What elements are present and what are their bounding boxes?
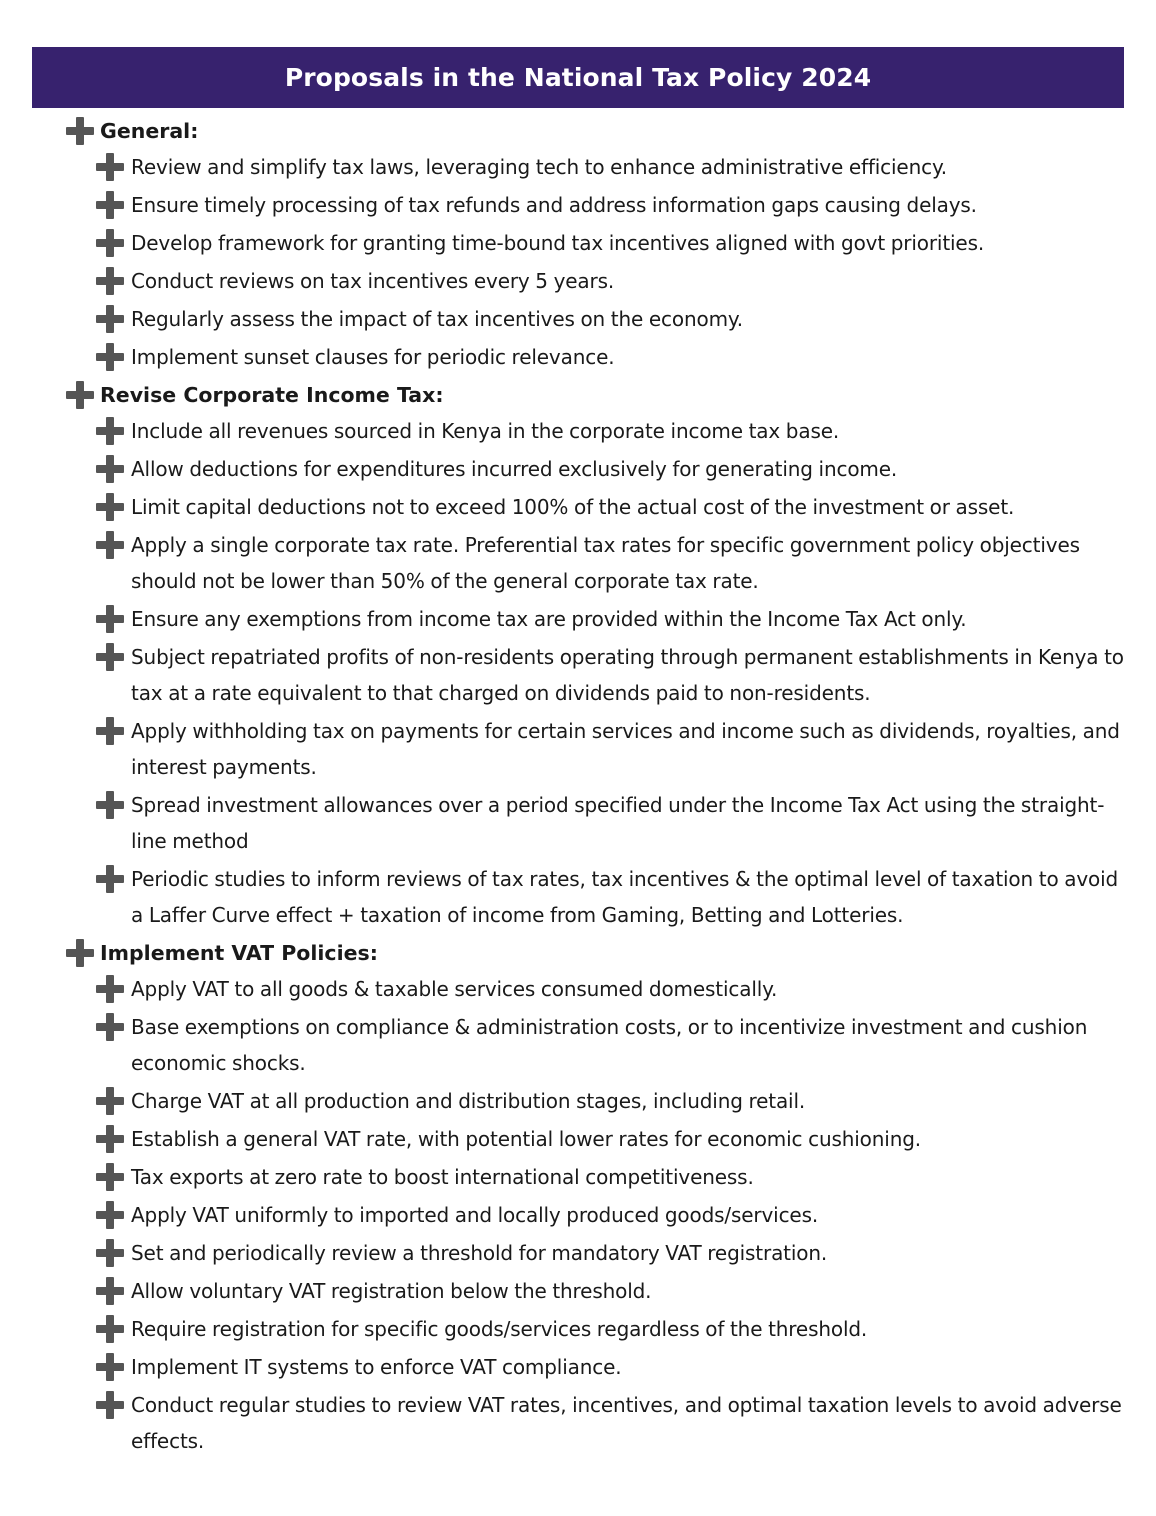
- list-item-text: Require registration for specific goods/services regardless of the threshold.: [131, 1317, 868, 1341]
- list-item-text: Apply VAT to all goods & taxable services consumed domestically.: [131, 977, 778, 1001]
- plus-bullet-icon: [96, 1013, 124, 1041]
- list-item-text: Limit capital deductions not to exceed 100% of the actual cost of the investment or asset.: [131, 495, 1015, 519]
- list-item-text: Charge VAT at all production and distribution stages, including retail.: [131, 1089, 806, 1113]
- proposal-list: [66, 111, 1126, 1459]
- list-item-text: Establish a general VAT rate, with potential lower rates for economic cushioning.: [131, 1127, 921, 1151]
- list-item: [96, 225, 1126, 261]
- list-item: [96, 861, 1126, 933]
- plus-bullet-icon: [96, 791, 124, 819]
- list-item-text: Apply withholding tax on payments for certain services and income such as dividends, royalties, and interest payments.: [131, 719, 1120, 779]
- plus-bullet-icon: [96, 267, 124, 295]
- list-item: [96, 1349, 1126, 1385]
- plus-bullet-icon: [96, 1277, 124, 1305]
- list-item: [96, 639, 1126, 711]
- page-title: Proposals in the National Tax Policy 2024: [284, 63, 872, 92]
- list-item: [96, 713, 1126, 785]
- list-item-text: Set and periodically review a threshold for mandatory VAT registration.: [131, 1241, 828, 1265]
- plus-bullet-icon: [96, 455, 124, 483]
- list-item-text: Ensure timely processing of tax refunds and address information gaps causing delays.: [131, 193, 977, 217]
- list-item: [96, 1009, 1126, 1081]
- plus-bullet-icon: [96, 1201, 124, 1229]
- list-item: [96, 413, 1126, 449]
- title-banner: [32, 47, 1124, 108]
- section: [66, 377, 1126, 933]
- list-item: [96, 187, 1126, 223]
- plus-bullet-icon: [96, 1087, 124, 1115]
- list-item: [96, 1159, 1126, 1195]
- list-item-text: Implement IT systems to enforce VAT compliance.: [131, 1355, 622, 1379]
- list-item-text: Conduct reviews on tax incentives every 5 years.: [131, 269, 615, 293]
- list-item: [96, 527, 1126, 599]
- list-item: [96, 263, 1126, 299]
- list-item-text: Apply VAT uniformly to imported and locally produced goods/services.: [131, 1203, 819, 1227]
- plus-bullet-icon: [96, 191, 124, 219]
- list-item-text: Regularly assess the impact of tax incentives on the economy.: [131, 307, 743, 331]
- section-heading: [66, 935, 1126, 971]
- list-item: [96, 1121, 1126, 1157]
- plus-bullet-icon: [66, 381, 94, 409]
- plus-bullet-icon: [96, 1353, 124, 1381]
- section-items: [66, 971, 1126, 1459]
- list-item-text: Include all revenues sourced in Kenya in the corporate income tax base.: [131, 419, 840, 443]
- list-item-text: Implement sunset clauses for periodic relevance.: [131, 345, 615, 369]
- plus-bullet-icon: [96, 605, 124, 633]
- list-item-text: Ensure any exemptions from income tax are provided within the Income Tax Act only.: [131, 607, 967, 631]
- list-item-text: Review and simplify tax laws, leveraging tech to enhance administrative efficiency.: [131, 155, 947, 179]
- list-item: [96, 1387, 1126, 1459]
- plus-bullet-icon: [96, 531, 124, 559]
- list-item: [96, 301, 1126, 337]
- plus-bullet-icon: [96, 1163, 124, 1191]
- plus-bullet-icon: [96, 417, 124, 445]
- plus-bullet-icon: [96, 1125, 124, 1153]
- list-item-text: Allow voluntary VAT registration below the threshold.: [131, 1279, 652, 1303]
- list-item-text: Conduct regular studies to review VAT rates, incentives, and optimal taxation levels to avoid adverse effects.: [131, 1393, 1122, 1453]
- plus-bullet-icon: [96, 975, 124, 1003]
- plus-bullet-icon: [66, 117, 94, 145]
- section-heading: [66, 113, 1126, 149]
- plus-bullet-icon: [96, 1315, 124, 1343]
- plus-bullet-icon: [96, 493, 124, 521]
- list-item: [96, 787, 1126, 859]
- section-heading-label: Implement VAT Policies:: [100, 941, 378, 965]
- section-heading-label: General:: [100, 119, 199, 143]
- section-heading-label: Revise Corporate Income Tax:: [100, 383, 444, 407]
- plus-bullet-icon: [96, 229, 124, 257]
- list-item-text: Develop framework for granting time-bound tax incentives aligned with govt priorities.: [131, 231, 985, 255]
- list-item: [96, 149, 1126, 185]
- list-item: [96, 339, 1126, 375]
- plus-bullet-icon: [96, 305, 124, 333]
- list-item-text: Allow deductions for expenditures incurred exclusively for generating income.: [131, 457, 898, 481]
- list-item-text: Apply a single corporate tax rate. Preferential tax rates for specific government policy objectives should not be lower than 50% of the general corporate tax rate.: [131, 533, 1080, 593]
- section-heading: [66, 377, 1126, 413]
- plus-bullet-icon: [66, 939, 94, 967]
- section-items: [66, 413, 1126, 933]
- plus-bullet-icon: [96, 153, 124, 181]
- list-item-text: Subject repatriated profits of non-residents operating through permanent establishments in Kenya to tax at a rate equivalent to that charged on dividends paid to non-residents.: [131, 645, 1124, 705]
- list-item-text: Tax exports at zero rate to boost international competitiveness.: [131, 1165, 754, 1189]
- plus-bullet-icon: [96, 1239, 124, 1267]
- list-item: [96, 1083, 1126, 1119]
- section: [66, 113, 1126, 375]
- plus-bullet-icon: [96, 717, 124, 745]
- list-item: [96, 971, 1126, 1007]
- plus-bullet-icon: [96, 865, 124, 893]
- plus-bullet-icon: [96, 643, 124, 671]
- list-item: [96, 1311, 1126, 1347]
- list-item-text: Periodic studies to inform reviews of tax rates, tax incentives & the optimal level of taxation to avoid a Laffer Curve effect + taxation of income from Gaming, Betting and Lotteries.: [131, 867, 1119, 927]
- list-item-text: Base exemptions on compliance & administration costs, or to incentivize investment and cushion economic shocks.: [131, 1015, 1088, 1075]
- plus-bullet-icon: [96, 343, 124, 371]
- list-item: [96, 451, 1126, 487]
- list-item-text: Spread investment allowances over a period specified under the Income Tax Act using the straight-line method: [131, 793, 1105, 853]
- list-item: [96, 601, 1126, 637]
- section-items: [66, 149, 1126, 375]
- list-item: [96, 1273, 1126, 1309]
- list-item: [96, 489, 1126, 525]
- plus-bullet-icon: [96, 1391, 124, 1419]
- section: [66, 935, 1126, 1459]
- list-item: [96, 1235, 1126, 1271]
- list-item: [96, 1197, 1126, 1233]
